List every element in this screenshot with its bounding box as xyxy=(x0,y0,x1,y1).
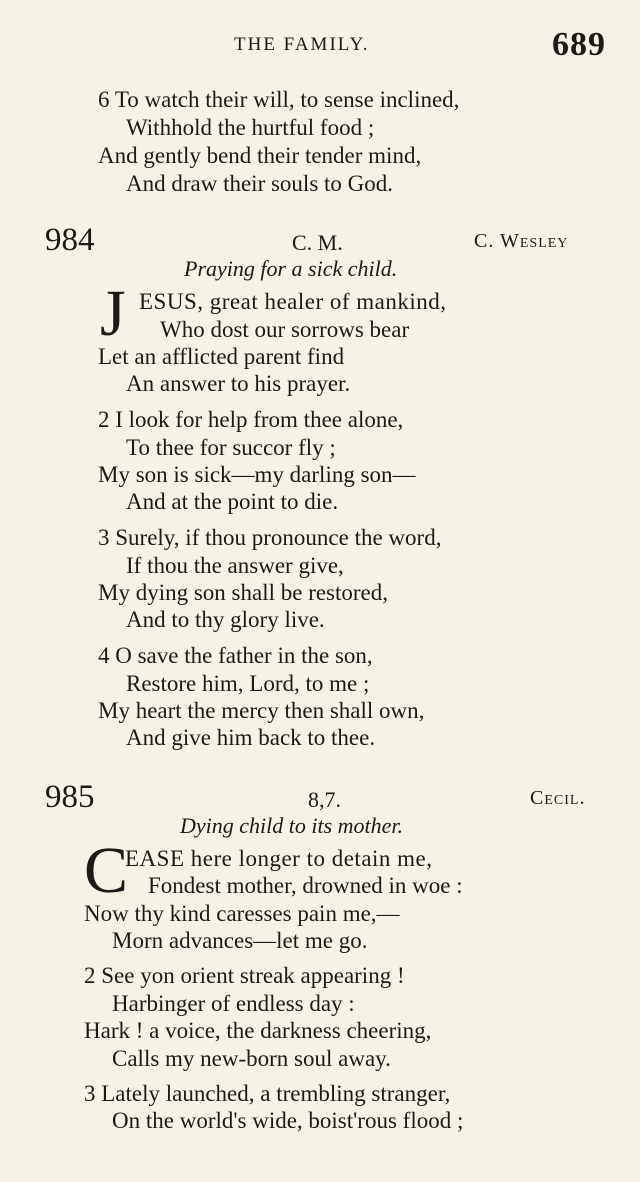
verse-line: My heart the mercy then shall own, xyxy=(98,698,425,723)
hymn-title: Dying child to its mother. xyxy=(180,813,404,838)
verse-line: My dying son shall be restored, xyxy=(98,580,389,605)
verse-line: Calls my new-born soul away. xyxy=(112,1046,391,1071)
verse-line: 4 O save the father in the son, xyxy=(98,643,373,668)
verse-line: Morn advances—let me go. xyxy=(112,928,368,953)
hymn-meter: 8,7. xyxy=(308,787,341,812)
hymn-author: C. Wesley xyxy=(474,230,569,252)
verse-line: And gently bend their tender mind, xyxy=(98,143,422,168)
verse-line: Harbinger of endless day : xyxy=(112,991,355,1016)
verse-line: And give him back to thee. xyxy=(126,725,376,750)
hymn-number: 985 xyxy=(45,779,95,815)
verse-line: 6 To watch their will, to sense inclined, xyxy=(98,87,460,112)
verse-line: Fondest mother, drowned in woe : xyxy=(148,873,463,898)
verse-line: And to thy glory live. xyxy=(126,607,325,632)
verse-line: My son is sick—my darling son— xyxy=(98,462,416,487)
verse-line: Restore him, Lord, to me ; xyxy=(126,671,370,696)
running-head: THE FAMILY. xyxy=(234,34,370,55)
hymn-author: Cecil. xyxy=(530,787,586,809)
verse-line: And draw their souls to God. xyxy=(126,171,394,196)
verse-line: 3 Lately launched, a trembling stranger, xyxy=(84,1081,451,1106)
verse-line: 2 See yon orient streak appearing ! xyxy=(84,963,405,988)
hymn-number: 984 xyxy=(45,222,95,258)
hymn-meter: C. M. xyxy=(292,230,343,255)
verse-line: On the world's wide, boist'rous flood ; xyxy=(112,1108,464,1133)
verse-line: Hark ! a voice, the darkness cheering, xyxy=(84,1018,432,1043)
verse-line: EASE here longer to detain me, xyxy=(125,846,433,871)
drop-cap: J xyxy=(100,277,126,350)
verse-line: Now thy kind caresses pain me,— xyxy=(84,901,400,926)
hymn-title: Praying for a sick child. xyxy=(184,256,398,281)
page-number: 689 xyxy=(552,26,606,63)
verse-line: 2 I look for help from thee alone, xyxy=(98,407,404,432)
verse-line: And at the point to die. xyxy=(126,489,339,514)
drop-cap: C xyxy=(84,834,129,907)
verse-line: Let an afflicted parent find xyxy=(98,344,345,369)
verse-line: 3 Surely, if thou pronounce the word, xyxy=(98,525,442,550)
verse-line: If thou the answer give, xyxy=(126,553,344,578)
verse-line: Who dost our sorrows bear xyxy=(160,317,410,342)
verse-line: ESUS, great healer of mankind, xyxy=(139,289,447,314)
verse-line: An answer to his prayer. xyxy=(126,371,351,396)
verse-line: Withhold the hurtful food ; xyxy=(126,115,375,140)
verse-line: To thee for succor fly ; xyxy=(126,435,336,460)
